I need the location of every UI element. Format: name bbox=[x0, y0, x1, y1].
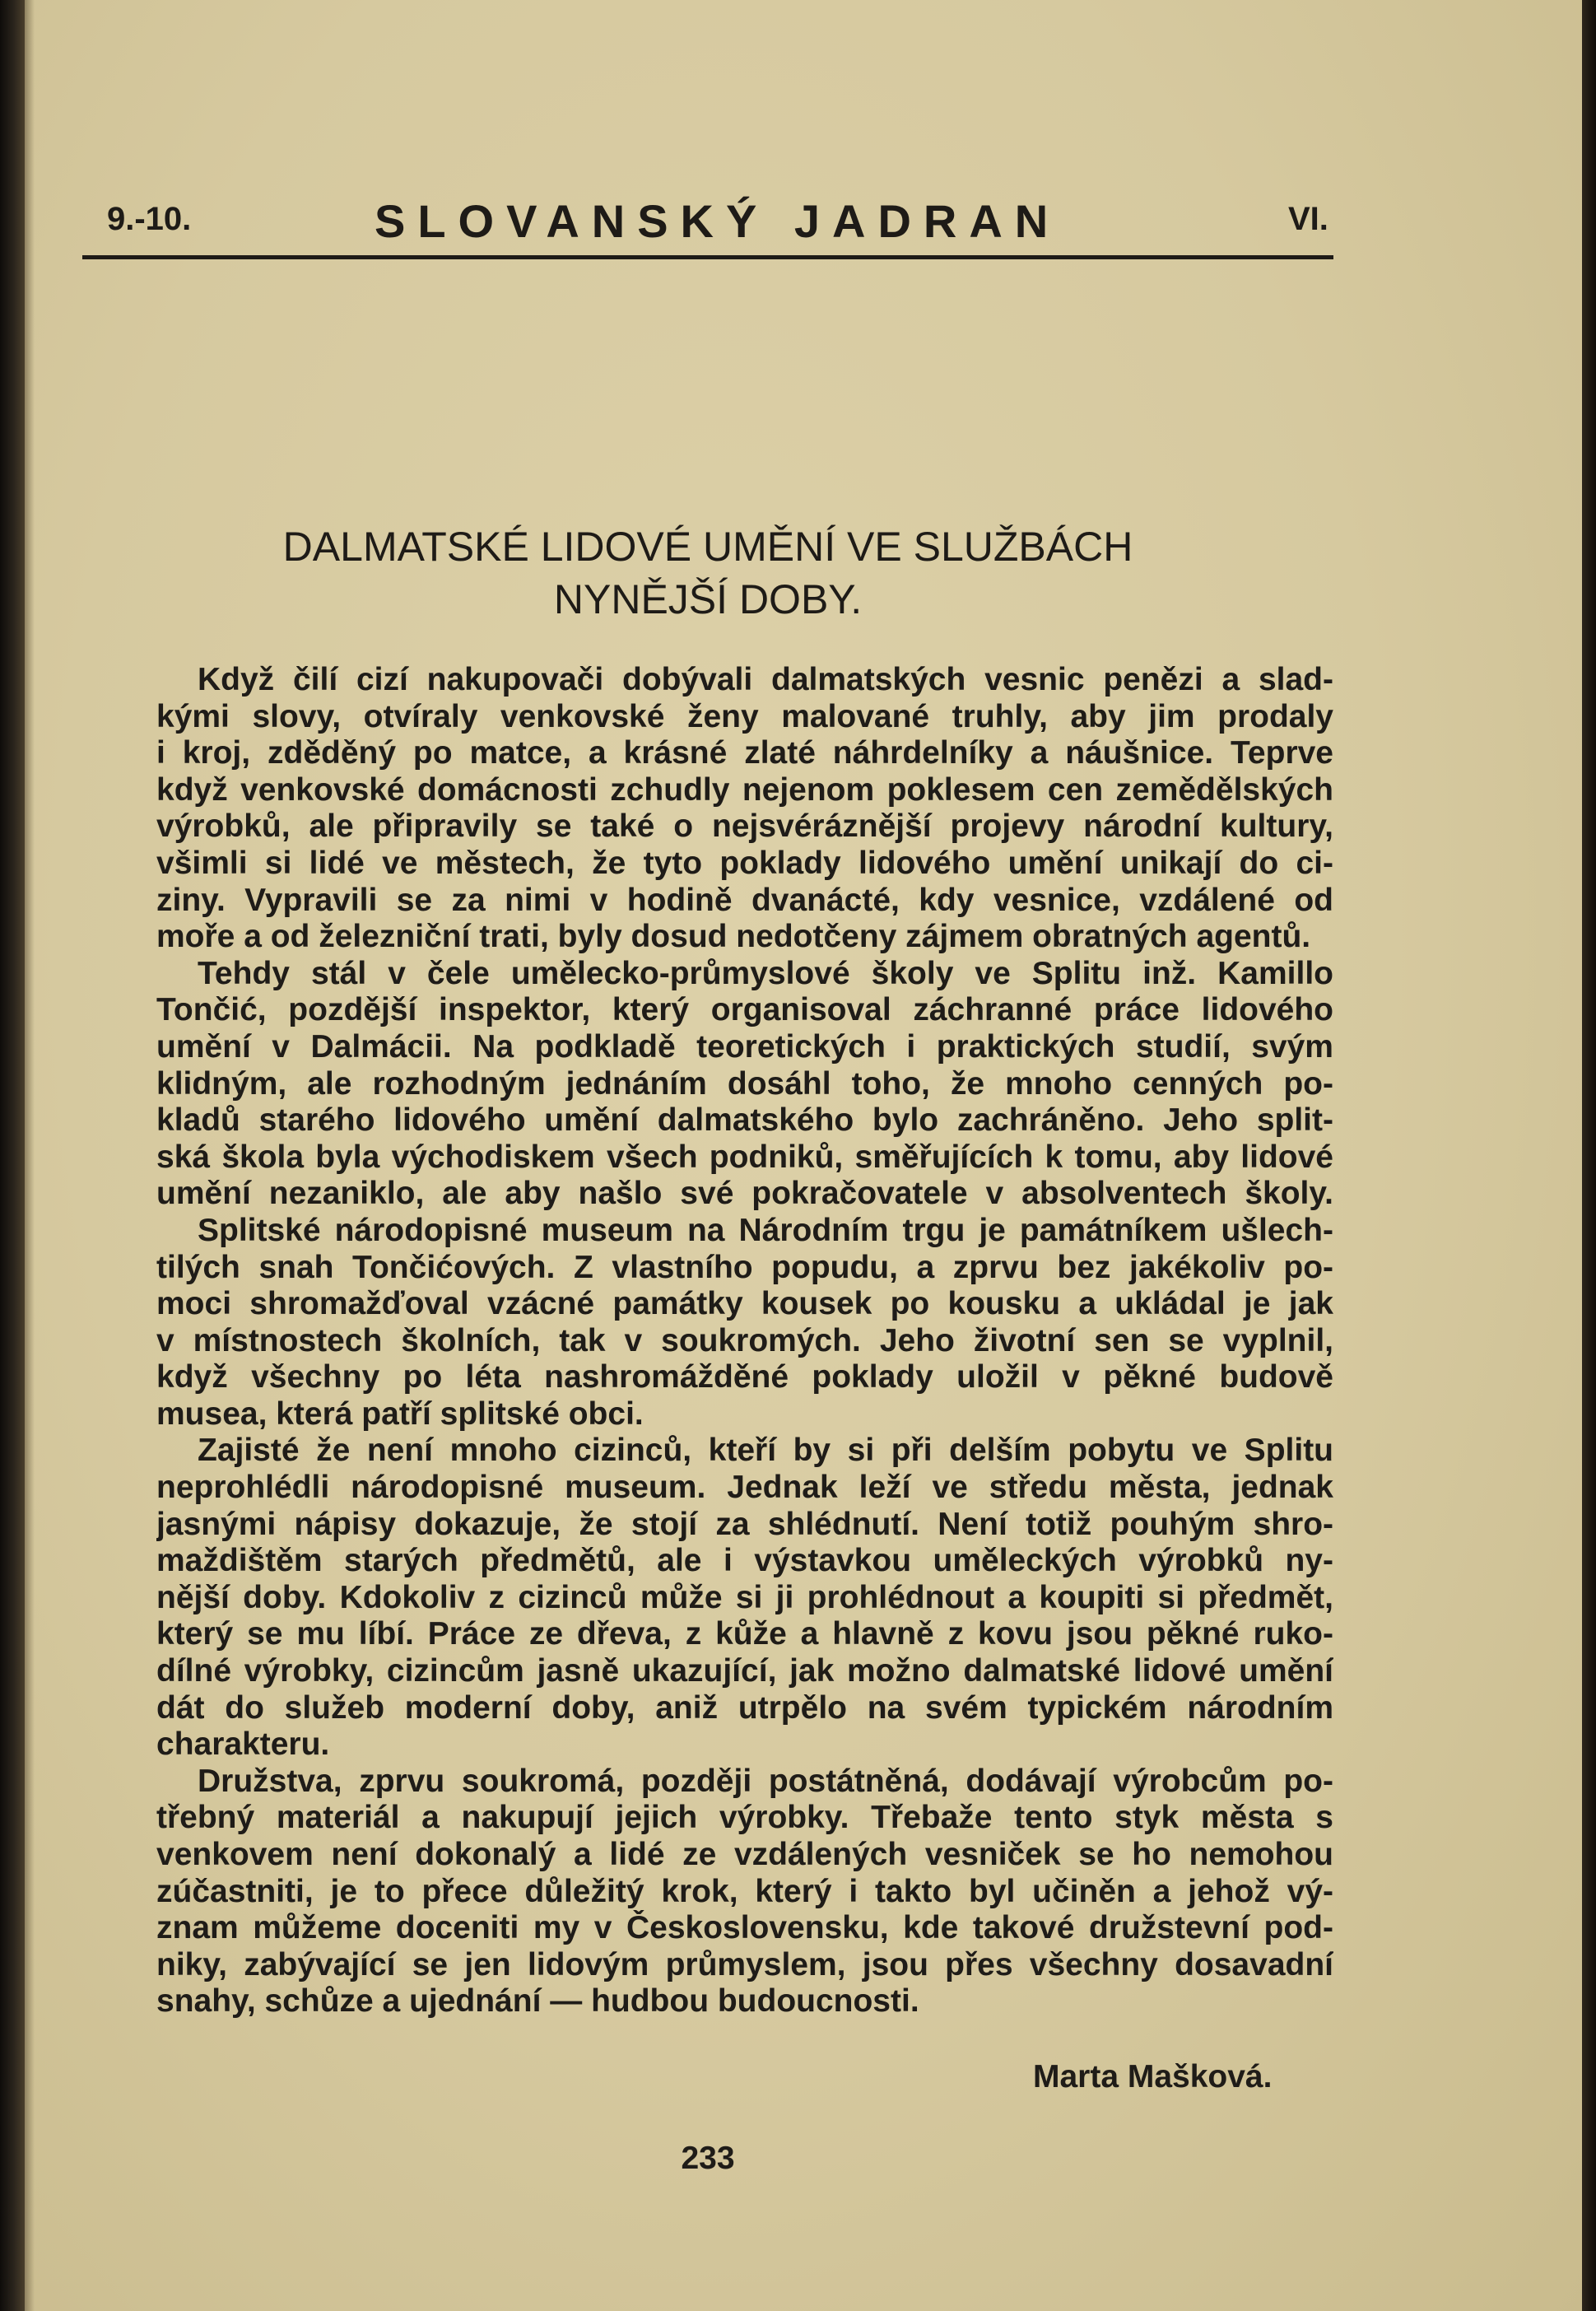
text-line: niky, zabývající se jen lidovým průmyslem, jsou přes všechny dosavadní bbox=[156, 1946, 1333, 1983]
text-line: znam můžeme doceniti my v Československu, kde takové družstevní pod- bbox=[156, 1910, 1333, 1946]
journal-page bbox=[25, 0, 1582, 2311]
signature-row bbox=[25, 2057, 1582, 2098]
paragraph bbox=[156, 662, 1333, 956]
paragraph bbox=[156, 1764, 1333, 2020]
text-line: umění nezaniklo, ale aby našlo své pokračovatele v absolventech školy. bbox=[156, 1176, 1333, 1212]
text-line: jasnými nápisy dokazuje, že stojí za shlédnutí. Není totiž pouhým shro- bbox=[156, 1506, 1333, 1542]
text-line: moře a od železniční trati, byly dosud nedotčeny zájmem obratných agentů. bbox=[156, 919, 1311, 955]
text-line: kladů starého lidového umění dalmatského bylo zachráněno. Jeho split- bbox=[156, 1102, 1333, 1139]
text-line: ziny. Vypravili se za nimi v hodině dvanácté, kdy vesnice, vzdálené od bbox=[156, 882, 1333, 918]
running-head bbox=[82, 194, 1333, 252]
author-signature: Marta Mašková. bbox=[1033, 2059, 1273, 2094]
text-line: když všechny po léta nashromážděné poklady uložil v pěkné budově bbox=[156, 1359, 1333, 1395]
title-line: NYNĚJŠÍ DOBY. bbox=[553, 576, 863, 622]
scan-right-edge bbox=[1582, 0, 1596, 2311]
text-line: v místnostech školních, tak v soukromých. Jeho životní sen se vyplnil, bbox=[156, 1322, 1333, 1358]
title-line: DALMATSKÉ LIDOVÉ UMĚNÍ VE SLUŽBÁCH bbox=[282, 524, 1133, 570]
volume-number: VI. bbox=[1288, 201, 1328, 237]
text-line: i kroj, zděděný po matce, a krásné zlaté náhrdelníky a náušnice. Teprve bbox=[156, 735, 1333, 771]
paragraph bbox=[156, 1433, 1333, 1763]
page-number: 233 bbox=[681, 2141, 735, 2176]
text-line: Tončić, pozdější inspektor, který organisoval záchranné práce lidového bbox=[156, 992, 1333, 1028]
text-line: umění v Dalmácii. Na podkladě teoretických i praktických studií, svým bbox=[156, 1028, 1333, 1065]
text-line: charakteru. bbox=[156, 1726, 330, 1763]
text-line: klidným, ale rozhodným jednáním dosáhl toho, že mnoho cenných po- bbox=[156, 1065, 1333, 1102]
text-line: tilých snah Tončićových. Z vlastního popudu, a zprvu bez jakékoliv po- bbox=[156, 1249, 1333, 1285]
text-line: maždištěm starých předmětů, ale i výstavkou uměleckých výrobků ny- bbox=[156, 1543, 1333, 1579]
header-rule bbox=[82, 255, 1333, 259]
text-line: moci shromažďoval vzácné památky kousek po kousku a ukládal je jak bbox=[156, 1286, 1333, 1322]
page-binding-shadow bbox=[25, 0, 35, 2311]
text-line: zúčastniti, je to přece důležitý krok, který i takto byl učiněn a jehož vý- bbox=[156, 1873, 1333, 1909]
text-line: Tehdy stál v čele umělecko-průmyslové školy ve Splitu inž. Kamillo bbox=[198, 955, 1333, 991]
paragraph bbox=[156, 956, 1333, 1433]
text-line: neprohlédli národopisné museum. Jednak leží ve středu města, jednak bbox=[156, 1470, 1333, 1506]
text-line: dát do služeb moderní doby, aniž utrpělo na svém typickém národním bbox=[156, 1689, 1333, 1726]
text-line: Splitské národopisné museum na Národním trgu je památníkem ušlech- bbox=[198, 1212, 1333, 1248]
journal-title: SLOVANSKÝ JADRAN bbox=[375, 195, 1061, 247]
text-line: který se mu líbí. Práce ze dřeva, z kůže a hlavně z kovu jsou pěkné ruko- bbox=[156, 1616, 1333, 1652]
text-line: snahy, schůze a ujednání — hudbou budoucnosti. bbox=[156, 1983, 919, 2020]
text-line: nější doby. Kdokoliv z cizinců může si ji prohlédnout a koupiti si předmět, bbox=[156, 1579, 1333, 1615]
text-line: výrobků, ale připravily se také o nejsvéráznější projevy národní kultury, bbox=[156, 808, 1333, 845]
text-line: Družstva, zprvu soukromá, později postátněná, dodávají výrobcům po- bbox=[198, 1763, 1333, 1799]
issue-number: 9.-10. bbox=[107, 201, 192, 237]
text-line: třebný materiál a nakupují jejich výrobky. Třebaže tento styk města s bbox=[156, 1800, 1333, 1836]
article-title bbox=[82, 520, 1333, 626]
text-line: ská škola byla východiskem všech podniků, směřujících k tomu, aby lidové bbox=[156, 1139, 1333, 1175]
text-line: Když čilí cizí nakupovači dobývali dalmatských vesnic penězi a slad- bbox=[198, 662, 1333, 697]
text-line: venkovem není dokonalý a lidé ze vzdálených vesniček se ho nemohou bbox=[156, 1837, 1333, 1872]
scan-left-edge bbox=[0, 0, 25, 2311]
text-line: kými slovy, otvíraly venkovské ženy malované truhly, aby jim prodaly bbox=[156, 698, 1333, 734]
text-line: Zajisté že není mnoho cizinců, kteří by si při delším pobytu ve Splitu bbox=[198, 1433, 1333, 1469]
text-line: když venkovské domácnosti zchudly nejenom poklesem cen zemědělských bbox=[156, 771, 1333, 808]
article-body bbox=[156, 662, 1333, 2020]
text-line: musea, která patří splitské obci. bbox=[156, 1395, 644, 1432]
text-line: všimli si lidé ve městech, že tyto poklady lidového umění unikají do ci- bbox=[156, 845, 1333, 881]
text-line: dílné výrobky, cizincům jasně ukazující, jak možno dalmatské lidové umění bbox=[156, 1653, 1333, 1689]
